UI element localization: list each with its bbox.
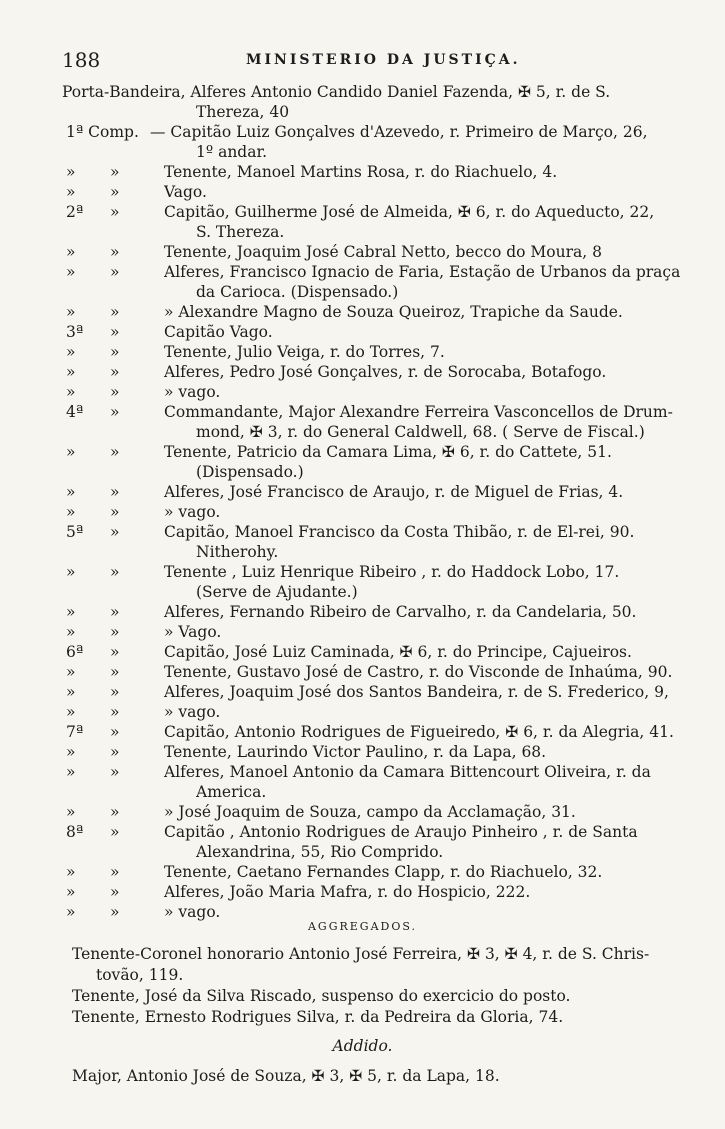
- ditto-marker: »: [110, 383, 120, 401]
- list-item-continuation: [0, 842, 725, 862]
- entry-text: Alferes, José Francisco de Araujo, r. de Miguel de Frias, 4.: [164, 483, 624, 501]
- company-marker: »: [66, 263, 76, 281]
- ditto-marker: »: [110, 663, 120, 681]
- entry-text: Alferes, João Maria Mafra, r. do Hospicio, 222.: [164, 883, 531, 901]
- list-item: [0, 322, 725, 342]
- ditto-marker: »: [110, 523, 120, 541]
- company-marker: »: [66, 663, 76, 681]
- entry-text: Tenente, José da Silva Riscado, suspenso do exercicio do posto.: [72, 987, 571, 1005]
- entry-text: Tenente, Patricio da Camara Lima, ✠ 6, r. do Cattete, 51.: [164, 443, 612, 461]
- company-marker: 7ª: [66, 723, 84, 741]
- addido-heading: Addido.: [332, 1037, 393, 1055]
- list-item: [0, 442, 725, 462]
- list-item: [0, 622, 725, 642]
- company-marker: »: [66, 603, 76, 621]
- ditto-marker: »: [110, 563, 120, 581]
- entry-text: Capitão , Antonio Rodrigues de Araujo Pinheiro , r. de Santa: [164, 823, 638, 841]
- entry-text: Tenente, Caetano Fernandes Clapp, r. do Riachuelo, 32.: [164, 863, 603, 881]
- company-marker: »: [66, 763, 76, 781]
- entry-text: Tenente, Laurindo Victor Paulino, r. da Lapa, 68.: [164, 743, 547, 761]
- entry-text: Nitherohy.: [196, 543, 279, 561]
- ditto-marker: »: [110, 263, 120, 281]
- list-item: [0, 122, 725, 142]
- aggregado-line: [0, 944, 725, 965]
- page-number: 188: [62, 48, 101, 72]
- list-item-continuation: [0, 102, 725, 122]
- ditto-marker: »: [110, 683, 120, 701]
- ditto-marker: »: [110, 503, 120, 521]
- company-marker: »: [66, 183, 76, 201]
- entry-text: da Carioca. (Dispensado.): [196, 283, 399, 301]
- list-item-continuation: [0, 542, 725, 562]
- list-item: [0, 662, 725, 682]
- list-item: [0, 342, 725, 362]
- entry-text: » vago.: [164, 903, 221, 921]
- list-item: [0, 242, 725, 262]
- company-marker: »: [66, 683, 76, 701]
- ditto-marker: »: [110, 743, 120, 761]
- entry-text: Tenente, Julio Veiga, r. do Torres, 7.: [164, 343, 445, 361]
- ditto-marker: »: [110, 763, 120, 781]
- ditto-marker: »: [110, 163, 120, 181]
- ditto-marker: »: [110, 303, 120, 321]
- list-item: [0, 902, 725, 922]
- company-marker: »: [66, 363, 76, 381]
- entry-text: Tenente-Coronel honorario Antonio José Ferreira, ✠ 3, ✠ 4, r. de S. Chris-: [72, 945, 650, 963]
- company-marker: »: [66, 243, 76, 261]
- list-item: [0, 822, 725, 842]
- entry-text: 1º andar.: [196, 143, 268, 161]
- roster-list: [0, 82, 725, 922]
- ditto-marker: »: [110, 323, 120, 341]
- addido-entry: Major, Antonio José de Souza, ✠ 3, ✠ 5, r. da Lapa, 18.: [72, 1067, 500, 1085]
- entry-text: America.: [196, 783, 267, 801]
- ditto-marker: »: [110, 243, 120, 261]
- ditto-marker: »: [110, 823, 120, 841]
- company-marker: »: [66, 803, 76, 821]
- aggregados-heading: AGGREGADOS.: [307, 920, 418, 933]
- entry-text: Alferes, Joaquim José dos Santos Bandeira, r. de S. Frederico, 9,: [164, 683, 669, 701]
- entry-text: Porta-Bandeira, Alferes Antonio Candido Daniel Fazenda, ✠ 5, r. de S.: [62, 83, 611, 101]
- list-item: [0, 762, 725, 782]
- list-item: [0, 602, 725, 622]
- list-item: [0, 202, 725, 222]
- list-item: [0, 862, 725, 882]
- entry-text: Alexandrina, 55, Rio Comprido.: [196, 843, 444, 861]
- list-item: [0, 362, 725, 382]
- entry-text: » Vago.: [164, 623, 222, 641]
- company-marker: »: [66, 443, 76, 461]
- company-marker: »: [66, 483, 76, 501]
- company-marker: »: [66, 863, 76, 881]
- list-item: [0, 82, 725, 102]
- list-item: [0, 682, 725, 702]
- company-marker: »: [66, 623, 76, 641]
- entry-text: Thereza, 40: [196, 103, 290, 121]
- entry-text: Capitão, Manoel Francisco da Costa Thibão, r. de El-rei, 90.: [164, 523, 635, 541]
- entry-text: Tenente, Gustavo José de Castro, r. do Visconde de Inhaúma, 90.: [164, 663, 673, 681]
- ditto-marker: »: [110, 443, 120, 461]
- ditto-marker: »: [110, 803, 120, 821]
- ditto-marker: »: [110, 403, 120, 421]
- list-item-continuation: [0, 142, 725, 162]
- ditto-marker: »: [110, 863, 120, 881]
- list-item: [0, 162, 725, 182]
- list-item: [0, 502, 725, 522]
- ditto-marker: »: [110, 343, 120, 361]
- company-marker: »: [66, 903, 76, 921]
- list-item: [0, 722, 725, 742]
- ditto-marker: »: [110, 903, 120, 921]
- entry-text: Tenente , Luiz Henrique Ribeiro , r. do Haddock Lobo, 17.: [164, 563, 620, 581]
- list-item: [0, 382, 725, 402]
- entry-text: (Dispensado.): [196, 463, 304, 481]
- list-item: [0, 522, 725, 542]
- list-item: [0, 642, 725, 662]
- list-item: [0, 702, 725, 722]
- aggregado-line: [0, 986, 725, 1007]
- company-marker: 2ª: [66, 203, 84, 221]
- entry-text: Alferes, Fernando Ribeiro de Carvalho, r. da Candelaria, 50.: [164, 603, 637, 621]
- company-marker: »: [66, 303, 76, 321]
- company-marker: »: [66, 703, 76, 721]
- ditto-marker: »: [110, 603, 120, 621]
- company-marker: »: [66, 563, 76, 581]
- entry-text: » vago.: [164, 503, 221, 521]
- ditto-marker: »: [110, 483, 120, 501]
- list-item: [0, 562, 725, 582]
- company-marker: 3ª: [66, 323, 84, 341]
- entry-text: (Serve de Ajudante.): [196, 583, 358, 601]
- ditto-marker: »: [110, 643, 120, 661]
- running-title: MINISTERIO DA JUSTIÇA.: [246, 52, 521, 68]
- entry-text: Tenente, Joaquim José Cabral Netto, becco do Moura, 8: [164, 243, 602, 261]
- company-marker: 1ª Comp.: [66, 123, 139, 141]
- list-item: [0, 182, 725, 202]
- entry-text: — Capitão Luiz Gonçalves d'Azevedo, r. Primeiro de Março, 26,: [150, 123, 648, 141]
- ditto-marker: »: [110, 883, 120, 901]
- list-item: [0, 482, 725, 502]
- entry-text: Tenente, Ernesto Rodrigues Silva, r. da Pedreira da Gloria, 74.: [72, 1008, 564, 1026]
- company-marker: 4ª: [66, 403, 84, 421]
- page-header: [62, 48, 702, 74]
- company-marker: »: [66, 163, 76, 181]
- aggregados-list: [0, 944, 725, 1028]
- company-marker: 6ª: [66, 643, 84, 661]
- entry-text: » vago.: [164, 703, 221, 721]
- entry-text: Capitão, Guilherme José de Almeida, ✠ 6, r. do Aqueducto, 22,: [164, 203, 655, 221]
- list-item-continuation: [0, 462, 725, 482]
- list-item: [0, 802, 725, 822]
- list-item-continuation: [0, 422, 725, 442]
- entry-text: Commandante, Major Alexandre Ferreira Vasconcellos de Drum-: [164, 403, 673, 421]
- company-marker: »: [66, 883, 76, 901]
- entry-text: » José Joaquim de Souza, campo da Acclamação, 31.: [164, 803, 576, 821]
- aggregado-line: [0, 965, 725, 986]
- list-item: [0, 402, 725, 422]
- list-item-continuation: [0, 782, 725, 802]
- list-item-continuation: [0, 282, 725, 302]
- ditto-marker: »: [110, 183, 120, 201]
- list-item: [0, 302, 725, 322]
- company-marker: »: [66, 343, 76, 361]
- list-item: [0, 262, 725, 282]
- entry-text: » Alexandre Magno de Souza Queiroz, Trapiche da Saude.: [164, 303, 623, 321]
- aggregado-line: [0, 1007, 725, 1028]
- ditto-marker: »: [110, 203, 120, 221]
- entry-text: Capitão, José Luiz Caminada, ✠ 6, r. do Principe, Cajueiros.: [164, 643, 632, 661]
- company-marker: 8ª: [66, 823, 84, 841]
- entry-text: Tenente, Manoel Martins Rosa, r. do Riachuelo, 4.: [164, 163, 558, 181]
- list-item: [0, 882, 725, 902]
- entry-text: Alferes, Francisco Ignacio de Faria, Estação de Urbanos da praça: [164, 263, 681, 281]
- ditto-marker: »: [110, 623, 120, 641]
- company-marker: »: [66, 383, 76, 401]
- entry-text: tovão, 119.: [96, 966, 184, 984]
- company-marker: »: [66, 503, 76, 521]
- entry-text: » vago.: [164, 383, 221, 401]
- list-item-continuation: [0, 582, 725, 602]
- entry-text: Alferes, Manoel Antonio da Camara Bittencourt Oliveira, r. da: [164, 763, 651, 781]
- entry-text: S. Thereza.: [196, 223, 285, 241]
- ditto-marker: »: [110, 723, 120, 741]
- ditto-marker: »: [110, 363, 120, 381]
- entry-text: Vago.: [164, 183, 207, 201]
- ditto-marker: »: [110, 703, 120, 721]
- company-marker: »: [66, 743, 76, 761]
- entry-text: Capitão Vago.: [164, 323, 273, 341]
- entry-text: Alferes, Pedro José Gonçalves, r. de Sorocaba, Botafogo.: [164, 363, 607, 381]
- list-item: [0, 742, 725, 762]
- entry-text: Capitão, Antonio Rodrigues de Figueiredo, ✠ 6, r. da Alegria, 41.: [164, 723, 674, 741]
- entry-text: mond, ✠ 3, r. do General Caldwell, 68. ( Serve de Fiscal.): [196, 423, 645, 441]
- company-marker: 5ª: [66, 523, 84, 541]
- list-item-continuation: [0, 222, 725, 242]
